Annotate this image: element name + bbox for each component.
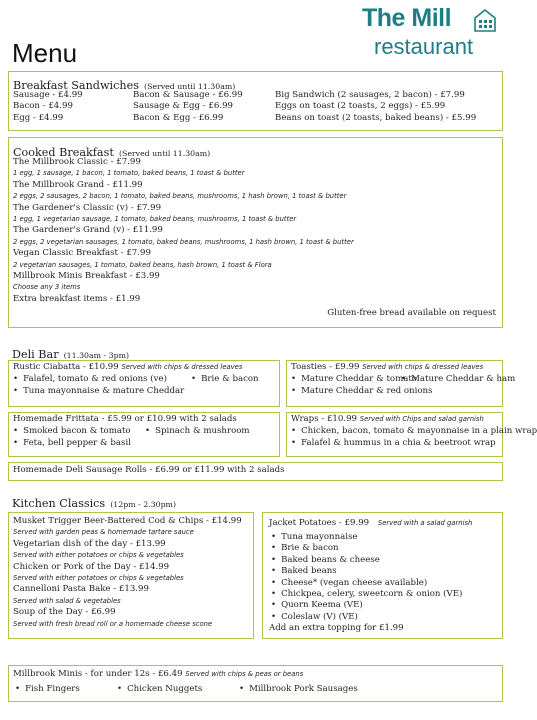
list-item: • Quorn Keema (VE) bbox=[271, 600, 462, 611]
list-item: • Cheese* (vegan cheese available) bbox=[271, 578, 462, 589]
menu-item: Vegan Classic Breakfast - £7.99 bbox=[13, 248, 151, 259]
menu-item-description: Served with either potatoes or chips & vegetables bbox=[13, 574, 184, 583]
kitchen-classics-left-box bbox=[8, 512, 254, 639]
minis-title: Millbrook Minis - for under 12s - £6.49 bbox=[13, 669, 183, 679]
logo-line1: The Mill bbox=[362, 4, 452, 32]
menu-item: The Millbrook Grand - £11.99 bbox=[13, 179, 143, 190]
list-item: • Brie & bacon bbox=[191, 374, 259, 385]
wraps-box bbox=[286, 412, 537, 457]
menu-item-description: 2 eggs, 2 vegetarian sausages, 1 tomato, baked beans, mushrooms, 1 hash brown, 1 toast & butter bbox=[13, 237, 354, 246]
list-item: • Chickpea, celery, sweetcorn & onion (VE) bbox=[271, 589, 462, 600]
cooked-breakfast-note: (Served until 11.30am) bbox=[118, 149, 211, 158]
menu-item-description: 2 vegetarian sausages, 1 tomato, baked beans, hash brown, 1 toast & Flora bbox=[13, 260, 272, 269]
list-item: • Mature Cheddar & tomato bbox=[291, 374, 417, 385]
logo bbox=[362, 4, 502, 68]
ciabatta-box bbox=[8, 360, 280, 407]
menu-item-description: 1 egg, 1 vegetarian sausage, 1 tomato, baked beans, mushrooms, 1 toast & butter bbox=[13, 215, 297, 224]
menu-item-description: Served with either potatoes or chips & vegetables bbox=[13, 551, 184, 560]
cooked-breakfast-title: Cooked Breakfast bbox=[13, 146, 114, 159]
menu-item: Soup of the Day - £6.99 bbox=[13, 607, 116, 618]
logo-line2: restaurant bbox=[374, 34, 474, 59]
menu-item-description: Choose any 3 items bbox=[13, 283, 81, 292]
menu-item: Extra breakfast items - £1.99 bbox=[13, 293, 141, 304]
jacket-potatoes-title: Jacket Potatoes - £9.99 bbox=[269, 518, 370, 528]
jacket-toppings-list bbox=[271, 532, 462, 623]
list-item: • Falafel & hummus in a chia & beetroot wrap bbox=[291, 438, 496, 449]
cooked-breakfast-section bbox=[8, 137, 503, 328]
list-item: • Fish Fingers bbox=[15, 684, 80, 695]
gluten-free-note: Gluten-free bread available on request bbox=[327, 308, 496, 318]
sausage-rolls-box bbox=[8, 462, 503, 481]
frittata-box bbox=[8, 412, 280, 457]
kitchen-classics-note: (12pm - 2.30pm) bbox=[110, 500, 176, 509]
menu-item: Bacon & Egg - £6.99 bbox=[133, 112, 224, 123]
menu-item: Beans on toast (2 toasts, baked beans) - £5.99 bbox=[275, 112, 477, 123]
menu-item: The Gardener's Classic (v) - £7.99 bbox=[13, 202, 162, 213]
menu-item: Vegetarian dish of the day - £13.99 bbox=[13, 538, 166, 549]
list-item: • Mature Cheddar & ham bbox=[401, 374, 515, 385]
kitchen-classics-title: Kitchen Classics bbox=[12, 497, 106, 510]
minis-serve: Served with chips & peas or beans bbox=[185, 670, 304, 678]
list-item: • Mature Cheddar & red onions bbox=[291, 386, 432, 397]
list-item: • Brie & bacon bbox=[271, 543, 462, 554]
millbrook-minis-box bbox=[8, 665, 503, 702]
list-item: • Feta, bell pepper & basil bbox=[13, 438, 131, 449]
menu-item: Egg - £4.99 bbox=[13, 112, 64, 123]
sandwich-col-1 bbox=[13, 90, 83, 124]
wraps-serve: Served with Chips and salad garnish bbox=[359, 415, 484, 423]
breakfast-sandwiches-section bbox=[8, 71, 503, 131]
menu-item: Big Sandwich (2 sausages, 2 bacon) - £7.99 bbox=[275, 90, 465, 100]
wraps-title: Wraps - £10.99 bbox=[291, 414, 358, 424]
deli-bar-note: (11.30am - 3pm) bbox=[63, 351, 130, 360]
toasties-box bbox=[286, 360, 516, 407]
frittata-title: Homemade Frittata - £5.99 or £10.99 with 2 salads bbox=[13, 414, 237, 424]
list-item: • Smoked bacon & tomato bbox=[13, 426, 131, 437]
list-item: • Falafel, tomato & red onions (ve) bbox=[13, 374, 167, 385]
list-item: • Baked beans bbox=[271, 566, 462, 577]
ciabatta-title: Rustic Ciabatta - £10.99 bbox=[13, 362, 119, 372]
menu-item-description: Served with fresh bread roll or a homemade cheese scone bbox=[13, 619, 213, 628]
ciabatta-serve: Served with chips & dressed leaves bbox=[121, 363, 243, 371]
menu-item: The Gardener's Grand (v) - £11.99 bbox=[13, 225, 163, 236]
list-item: • Spinach & mushroom bbox=[145, 426, 250, 437]
jacket-potatoes-box bbox=[262, 512, 503, 639]
mill-building-icon bbox=[474, 8, 496, 36]
menu-item: Musket Trigger Beer-Battered Cod & Chips - £14.99 bbox=[13, 516, 242, 526]
menu-title: Menu bbox=[12, 38, 78, 68]
sausage-rolls-label: Homemade Deli Sausage Rolls - £6.99 or £11.99 with 2 salads bbox=[13, 465, 285, 475]
menu-item: Cannelloni Pasta Bake - £13.99 bbox=[13, 584, 149, 595]
toasties-serve: Served with chips & dressed leaves bbox=[362, 363, 484, 371]
list-item: • Tuna mayonnaise & mature Cheddar bbox=[13, 386, 184, 397]
menu-item: Millbrook Minis Breakfast - £3.99 bbox=[13, 271, 160, 282]
breakfast-sandwiches-title: Breakfast Sandwiches bbox=[13, 79, 139, 92]
menu-item: Eggs on toast (2 toasts, 2 eggs) - £5.99 bbox=[275, 101, 446, 112]
menu-item: Bacon & Sausage - £6.99 bbox=[133, 90, 243, 100]
menu-item: The Millbrook Classic - £7.99 bbox=[13, 157, 141, 167]
menu-item: Bacon - £4.99 bbox=[13, 101, 73, 112]
breakfast-sandwiches-note: (Served until 11.30am) bbox=[144, 82, 236, 91]
sandwich-col-3 bbox=[275, 90, 476, 124]
toasties-title: Toasties - £9.99 bbox=[291, 362, 360, 372]
cooked-breakfast-list bbox=[13, 157, 354, 305]
list-item: • Baked beans & cheese bbox=[271, 555, 462, 566]
menu-item: Sausage & Egg - £6.99 bbox=[133, 101, 234, 112]
deli-bar-title: Deli Bar bbox=[12, 348, 59, 361]
menu-item: Sausage - £4.99 bbox=[13, 90, 83, 100]
menu-item: Chicken or Pork of the Day - £14.99 bbox=[13, 561, 170, 572]
kitchen-classics-list bbox=[13, 516, 242, 630]
list-item: • Millbrook Pork Sausages bbox=[239, 684, 358, 695]
jacket-extra-topping: Add an extra topping for £1.99 bbox=[269, 623, 404, 633]
list-item: • Tuna mayonnaise bbox=[271, 532, 462, 543]
menu-item-description: Served with salad & vegetables bbox=[13, 596, 121, 605]
list-item: • Chicken Nuggets bbox=[117, 684, 202, 695]
jacket-potatoes-serve: Served with a salad garnish bbox=[377, 519, 473, 527]
sandwich-col-2 bbox=[133, 90, 243, 124]
menu-item-description: Served with garden peas & homemade tartare sauce bbox=[13, 528, 194, 537]
list-item: • Coleslaw (V) (VE) bbox=[271, 612, 462, 623]
menu-item-description: 1 egg, 1 sausage, 1 bacon, 1 tomato, baked beans, 1 toast & butter bbox=[13, 169, 245, 178]
list-item: • Chicken, bacon, tomato & mayonnaise in a plain wrap bbox=[291, 426, 537, 437]
menu-item-description: 2 eggs, 2 sausages, 2 bacon, 1 tomato, baked beans, mushrooms, 1 hash brown, 1 toast & butter bbox=[13, 192, 347, 201]
